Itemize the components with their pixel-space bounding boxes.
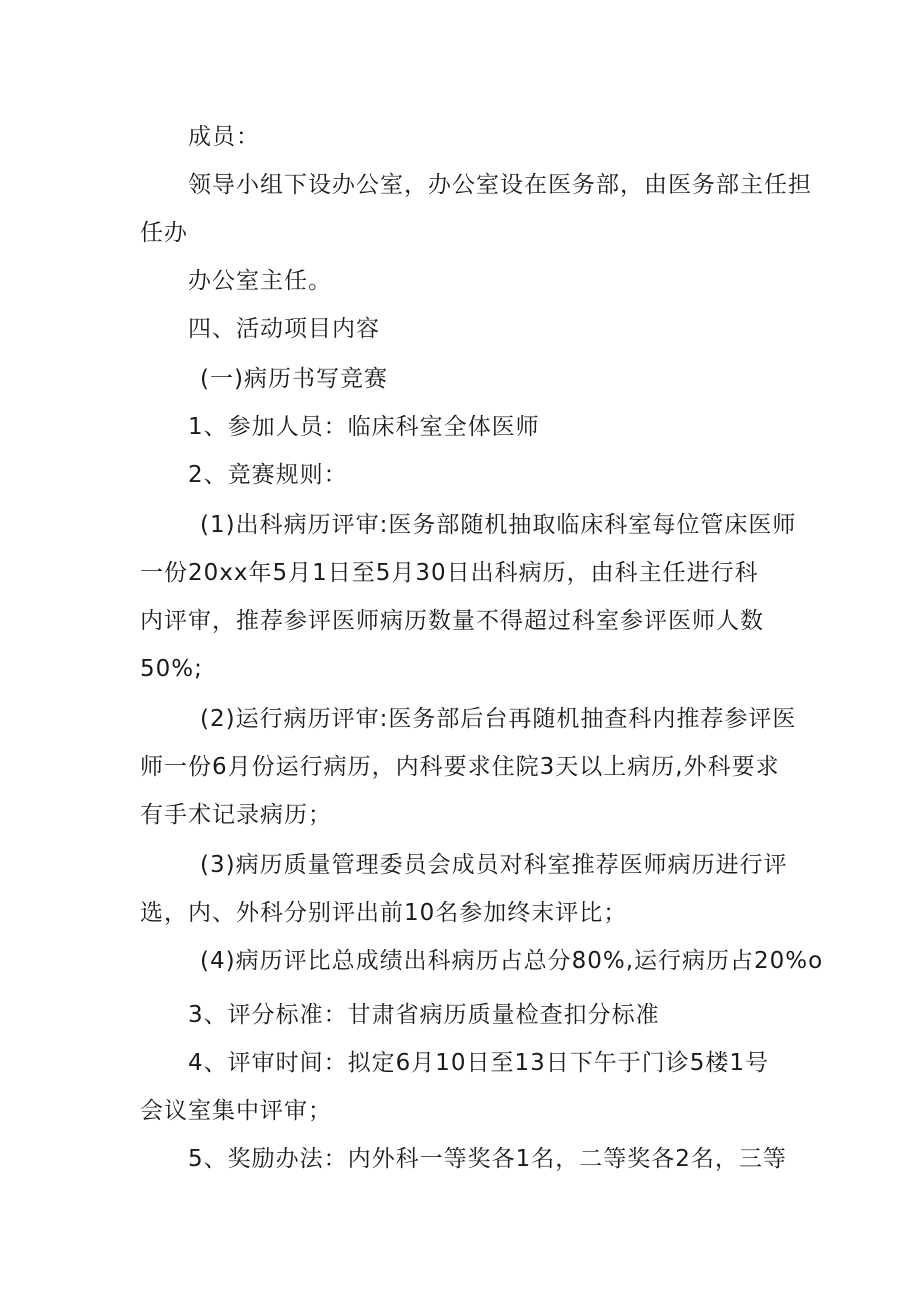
text-line: 5、奖励办法：内外科一等奖各1名，二等奖各2名，三等 xyxy=(188,1146,787,1172)
text-line: 会议室集中评审； xyxy=(140,1098,332,1124)
text-line: 2、竞赛规则： xyxy=(188,462,348,488)
text-line: 任办 xyxy=(140,220,188,246)
text-line: (2)运行病历评审:医务部后台再随机抽查科内推荐参评医 xyxy=(200,706,797,732)
text-line: 成员： xyxy=(188,124,260,150)
text-line: (3)病历质量管理委员会成员对科室推荐医师病历进行评 xyxy=(200,852,788,878)
text-line: (1)出科病历评审:医务部随机抽取临床科室每位管床医师 xyxy=(200,512,797,538)
text-line: 办公室主任。 xyxy=(188,268,332,294)
section-heading: 四、活动项目内容 xyxy=(188,316,380,342)
text-line: 1、参加人员：临床科室全体医师 xyxy=(188,414,540,440)
text-line: 内评审，推荐参评医师病历数量不得超过科室参评医师人数 xyxy=(140,608,764,634)
text-line: 领导小组下设办公室，办公室设在医务部，由医务部主任担 xyxy=(188,172,812,198)
text-line: 3、评分标准：甘肃省病历质量检查扣分标准 xyxy=(188,1002,660,1028)
text-line: (4)病历评比总成绩出科病历占总分80%,运行病历占20%o xyxy=(200,948,824,974)
text-line: 50%; xyxy=(140,656,203,682)
text-line: 一份20xx年5月1日至5月30日出科病历，由科主任进行科 xyxy=(140,560,759,586)
text-line: 4、评审时间：拟定6月10日至13日下午于门诊5楼1号 xyxy=(188,1050,770,1076)
text-line: 有手术记录病历； xyxy=(140,802,332,828)
subsection-heading: (一)病历书写竞赛 xyxy=(200,366,388,392)
text-line: 师一份6月份运行病历，内科要求住院3天以上病历,外科要求 xyxy=(140,754,780,780)
text-line: 选，内、外科分别评出前10名参加终末评比； xyxy=(140,900,628,926)
